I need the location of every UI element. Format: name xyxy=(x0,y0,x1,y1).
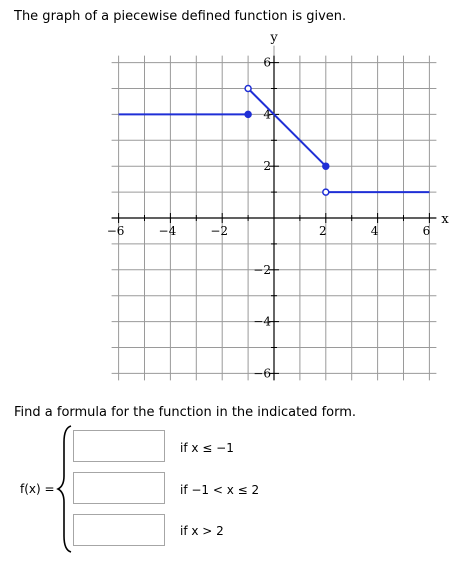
y-tick-label: 6 xyxy=(263,55,271,70)
y-tick-label: 4 xyxy=(263,107,271,122)
axes xyxy=(112,56,437,381)
y-tick-label: 2 xyxy=(263,159,271,174)
y-axis-label: y xyxy=(270,30,278,46)
condition-3: if x > 2 xyxy=(180,524,224,538)
answer-input-3[interactable] xyxy=(73,514,165,546)
x-axis-label: x xyxy=(441,212,449,227)
y-tick-label: −6 xyxy=(253,366,271,381)
closed-endpoint xyxy=(323,163,329,169)
x-tick-label: −4 xyxy=(158,224,177,238)
open-endpoint xyxy=(323,189,329,195)
y-tick-label: −2 xyxy=(253,262,271,277)
answer-input-2[interactable] xyxy=(73,472,165,504)
open-endpoint xyxy=(245,86,251,92)
function-name-label: f(x) = xyxy=(20,482,55,496)
closed-endpoint xyxy=(245,111,251,117)
question-instruction: Find a formula for the function in the indicated form. xyxy=(14,405,357,420)
tick-labels xyxy=(107,31,450,381)
x-tick-label: 4 xyxy=(370,224,379,238)
answer-input-1[interactable] xyxy=(73,430,165,462)
x-tick-label: −2 xyxy=(210,224,229,238)
y-tick-label: −4 xyxy=(253,314,271,329)
condition-1: if x ≤ −1 xyxy=(180,441,234,455)
question-prompt: The graph of a piecewise defined function is given. xyxy=(14,9,347,24)
x-tick-label: 6 xyxy=(422,224,431,238)
x-tick-label: 2 xyxy=(318,224,327,238)
x-tick-label: −6 xyxy=(106,224,125,238)
function-segment xyxy=(248,89,326,167)
condition-2: if −1 < x ≤ 2 xyxy=(180,483,260,497)
